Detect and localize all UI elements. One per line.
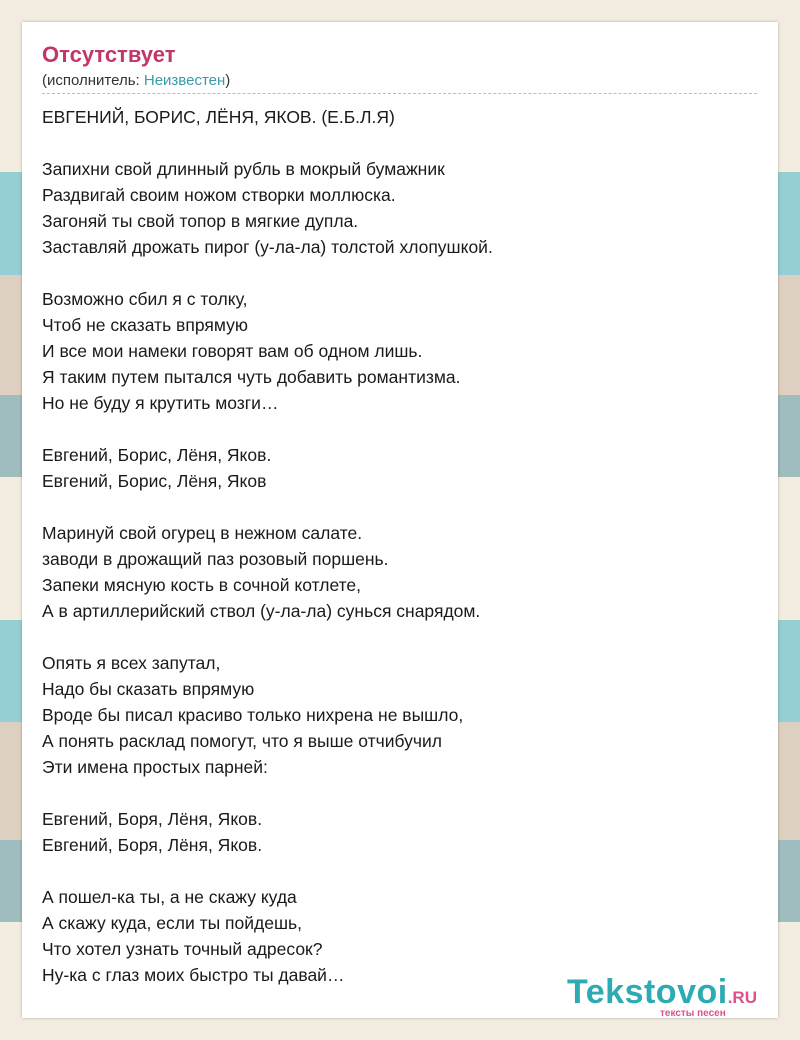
lyric-line: Евгений, Боря, Лёня, Яков. [42,809,263,829]
lyrics-text [42,104,757,988]
lyric-line [42,130,757,156]
lyric-line: Ну-ка с глаз моих быстро ты давай… [42,965,345,985]
performer-line [42,72,230,90]
lyric-line: И все мои намеки говорят вам об одном лишь. [42,341,423,361]
lyric-line: Эти имена простых парней: [42,757,268,777]
performer-prefix: (исполнитель: [42,72,144,89]
lyric-line: Что хотел узнать точный адресок? [42,939,323,959]
lyric-line: Возможно сбил я с толку, [42,289,248,309]
artist-link[interactable]: Неизвестен [143,72,226,89]
lyric-line: А понять расклад помогут, что я выше отчибучил [42,731,442,751]
lyric-line: Загоняй ты свой топор в мягкие дупла. [42,211,359,231]
lyric-line: Маринуй свой огурец в нежном салате. [42,523,363,543]
lyric-line: Раздвигай своим ножом створки моллюска. [42,185,396,205]
lyric-line: Запихни свой длинный рубль в мокрый бумажник [42,159,445,179]
lyric-line: Евгений, Борис, Лёня, Яков [42,471,267,491]
lyric-line: Вроде бы писал красиво только нихрена не вышло, [42,705,464,725]
lyric-line [42,260,757,286]
lyric-line: А скажу куда, если ты пойдешь, [42,913,302,933]
site-logo[interactable] [567,972,777,1022]
lyric-line: Заставляй дрожать пирог (у-ла-ла) толстой хлопушкой. [42,237,493,257]
lyric-line [42,780,757,806]
lyric-line: заводи в дрожащий паз розовый поршень. [42,549,389,569]
lyric-line: Опять я всех запутал, [42,653,221,673]
header-divider [42,93,757,94]
lyric-line: Я таким путем пытался чуть добавить романтизма. [42,367,461,387]
performer-suffix: ) [225,72,231,89]
lyric-line: Надо бы сказать впрямую [42,679,255,699]
lyric-line [42,858,757,884]
lyric-line: ЕВГЕНИЙ, БОРИС, ЛЁНЯ, ЯКОВ. (Е.Б.Л.Я) [42,107,395,127]
lyric-line: Чтоб не сказать впрямую [42,315,248,335]
lyrics-card [22,22,778,1018]
logo-tld: .RU [727,988,757,1007]
lyric-line: Евгений, Боря, Лёня, Яков. [42,835,263,855]
logo-tagline: тексты песен [660,1008,726,1019]
logo-name: Tekstovoi [567,973,728,1011]
lyric-line: Запеки мясную кость в сочной котлете, [42,575,362,595]
lyric-line [42,494,757,520]
song-title: Отсутствует [42,42,176,67]
lyric-line [42,416,757,442]
lyric-line: А пошел-ка ты, а не скажу куда [42,887,297,907]
lyric-line: Но не буду я крутить мозги… [42,393,279,413]
lyric-line: Евгений, Борис, Лёня, Яков. [42,445,272,465]
lyric-line: А в артиллерийский ствол (у-ла-ла) сунься снарядом. [42,601,481,621]
lyric-line [42,624,757,650]
